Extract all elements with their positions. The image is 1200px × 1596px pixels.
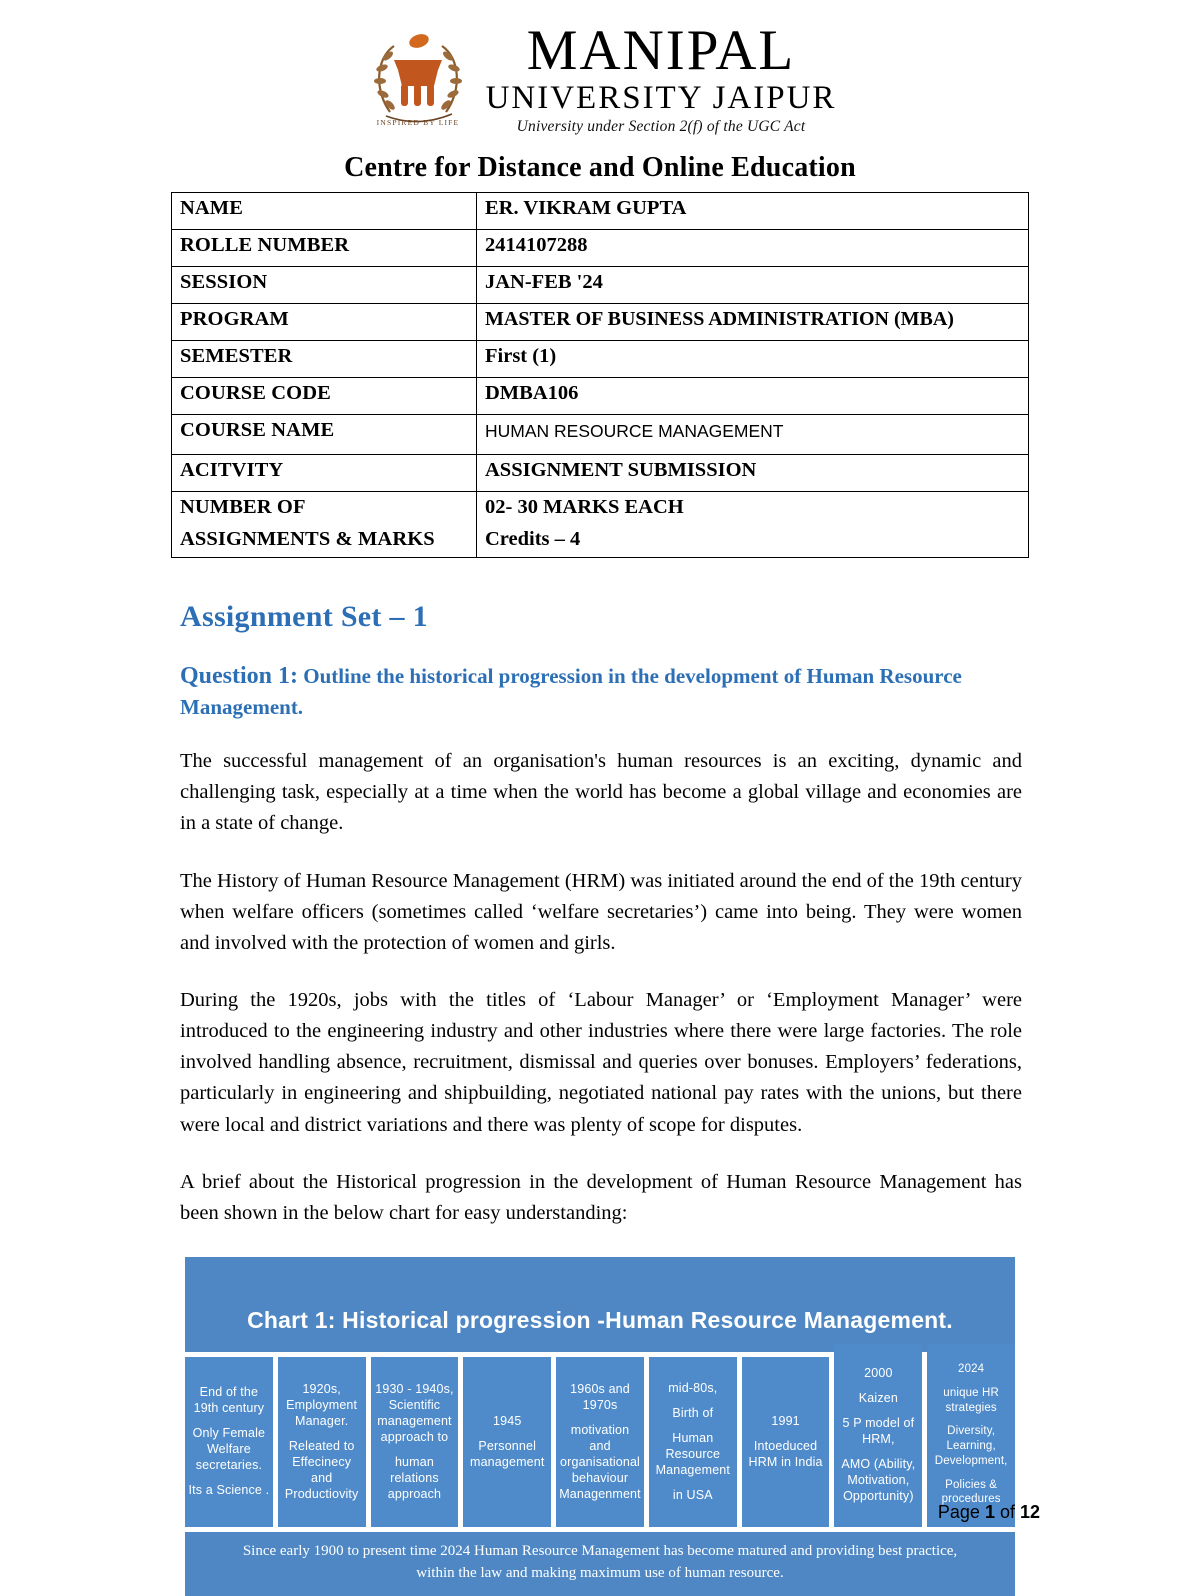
chart-column-8 <box>834 1344 922 1527</box>
document-content <box>178 600 1022 1229</box>
question-text: Outline the historical progression in the development of Human Resource Management. <box>180 664 962 720</box>
chart-footer-bar <box>185 1532 1015 1596</box>
chart-segment: End of the 19th century <box>193 1385 265 1416</box>
centre-title: Centre for Distance and Online Education <box>344 152 856 183</box>
chart-segment: 1920s, Employment Manager. <box>286 1381 358 1428</box>
chart-segment: mid-80s, <box>668 1380 718 1395</box>
chart-column-5 <box>556 1357 644 1527</box>
page-current: 1 <box>984 1502 995 1522</box>
paragraph-3: During the 1920s, jobs with the titles of ‘Labour Manager’ or ‘Employment Manager’ were introduced to the engineering industry and other industries where there were large factories. The role involved handling absence, recruitment, dismissal and queries over bonuses. Employers’ federations, particularly in engineering and shipbuilding, negotiated national pay rates with the unions, but there were local and district variations and there was plenty of scope for disputes. <box>180 989 1022 1136</box>
label-line-1: NUMBER OF <box>180 496 306 518</box>
row-value-acitvity: ASSIGNMENT SUBMISSION <box>477 455 1029 492</box>
assignment-set-heading: Assignment Set – 1 <box>180 600 428 633</box>
chart-segment: unique HR strategies <box>943 1386 999 1414</box>
table-row <box>172 378 1029 415</box>
paragraph-2: The History of Human Resource Management (HRM) was initiated around the end of the 19th century when welfare officers (sometimes called ‘welfare secretaries’) came into being. They were women and involved with the protection of women and girls. <box>180 869 1022 954</box>
row-value-semester: First (1) <box>477 341 1029 378</box>
chart-segment: Only Female Welfare secretaries. <box>192 1426 266 1473</box>
value-line-2: Credits – 4 <box>485 527 581 550</box>
row-label-session: SESSION <box>172 267 477 304</box>
chart-segment: motivation and organisational behaviour Managenment <box>559 1422 641 1501</box>
chart-segment: 2024 <box>958 1363 985 1376</box>
university-logo-header <box>0 0 1200 135</box>
chart-column-4 <box>463 1357 551 1527</box>
chart-segment: Kaizen <box>858 1391 898 1406</box>
logo-line-ugc-act: University under Section 2(f) of the UGC Act <box>516 117 806 135</box>
chart-column-3 <box>371 1357 459 1527</box>
chart-header-bar <box>185 1257 1015 1352</box>
chart-segment: Personnel management <box>470 1438 545 1469</box>
chart-segment: human relations approach <box>387 1454 442 1501</box>
table-row <box>172 492 1029 558</box>
row-value-assignments-marks <box>477 492 1029 558</box>
chart-segment: 1930 - 1940s, Scientific management approach to <box>375 1381 454 1444</box>
historical-progression-chart <box>185 1257 1015 1596</box>
table-row <box>172 455 1029 492</box>
row-label-rolle-number: ROLLE NUMBER <box>172 230 477 267</box>
student-info-table <box>171 192 1029 558</box>
row-label-acitvity: ACITVITY <box>172 455 477 492</box>
chart-segment: Releated to Effecinecy and Productiovity <box>284 1438 359 1501</box>
value-line-1: 02- 30 MARKS EACH <box>485 496 684 518</box>
chart-column-1 <box>185 1357 273 1527</box>
chart-title: Chart 1: Historical progression -Human Resource Management. <box>247 1307 953 1334</box>
page-number-footer <box>938 1502 1040 1523</box>
table-row <box>172 267 1029 304</box>
table-row <box>172 341 1029 378</box>
row-label-course-name: COURSE NAME <box>172 415 477 455</box>
paragraph-1: The successful management of an organisation's human resources is an exciting, dynamic and challenging task, especially at a time when the world has become a global village and economies are in a state of change. <box>180 750 1022 835</box>
chart-segment: Human Resource Management <box>655 1430 731 1477</box>
chart-segment: Intoeduced HRM in India <box>748 1438 823 1469</box>
row-value-course-code: DMBA106 <box>477 378 1029 415</box>
label-line-2: ASSIGNMENTS & MARKS <box>180 527 435 550</box>
row-label-semester: SEMESTER <box>172 341 477 378</box>
row-value-session: JAN-FEB '24 <box>477 267 1029 304</box>
row-label-program: PROGRAM <box>172 304 477 341</box>
chart-column-6 <box>649 1357 737 1527</box>
chart-segment: 1991 <box>771 1413 800 1428</box>
row-label-assignments-marks <box>172 492 477 558</box>
logo-line-manipal: MANIPAL <box>526 18 796 82</box>
chart-columns <box>185 1357 1015 1527</box>
row-label-name: NAME <box>172 193 477 230</box>
chart-segment: Diversity, Learning, Development, <box>934 1425 1008 1467</box>
row-label-course-code: COURSE CODE <box>172 378 477 415</box>
chart-footer-note: Since early 1900 to present time 2024 Human Resource Management has become matured and providing best practice, within the law and making maximum use of human resource. <box>242 1543 958 1581</box>
table-row <box>172 193 1029 230</box>
table-row <box>172 304 1029 341</box>
row-value-program: MASTER OF BUSINESS ADMINISTRATION (MBA) <box>477 304 1029 341</box>
row-value-course-name: HUMAN RESOURCE MANAGEMENT <box>477 415 1029 455</box>
row-value-rolle-number: 2414107288 <box>477 230 1029 267</box>
chart-segment: Policies & procedures <box>941 1478 1001 1506</box>
table-row <box>172 230 1029 267</box>
chart-column-7 <box>742 1357 830 1527</box>
page-middle: of <box>994 1502 1020 1522</box>
svg-text:INSPIRED BY LIFE: INSPIRED BY LIFE <box>376 118 459 127</box>
chart-segment: 1945 <box>493 1413 522 1428</box>
chart-segment: 5 P model of HRM, <box>842 1416 915 1447</box>
table-row <box>172 415 1029 455</box>
logo-line-university-jaipur: UNIVERSITY JAIPUR <box>485 79 837 116</box>
question-label: Question 1: <box>180 663 299 689</box>
chart-segment: in USA <box>672 1487 713 1502</box>
chart-segment: Birth of <box>672 1405 714 1420</box>
chart-segment: 2000 <box>864 1366 893 1381</box>
chart-segment: Its a Science . <box>188 1483 270 1498</box>
page-prefix: Page <box>937 1502 985 1522</box>
manipal-crest-icon <box>364 24 472 132</box>
page-total: 12 <box>1019 1502 1040 1522</box>
paragraph-4: A brief about the Historical progression in the development of Human Resource Management has been shown in the below chart for easy understanding: <box>180 1170 1022 1224</box>
university-wordmark <box>485 18 837 135</box>
question-heading <box>180 660 1022 722</box>
chart-column-9 <box>927 1344 1015 1527</box>
chart-segment: 1960s and 1970s <box>570 1381 630 1412</box>
row-value-name: ER. VIKRAM GUPTA <box>477 193 1029 230</box>
chart-segment: AMO (Ability, Motivation, Opportunity) <box>841 1457 916 1504</box>
chart-column-2 <box>278 1357 366 1527</box>
